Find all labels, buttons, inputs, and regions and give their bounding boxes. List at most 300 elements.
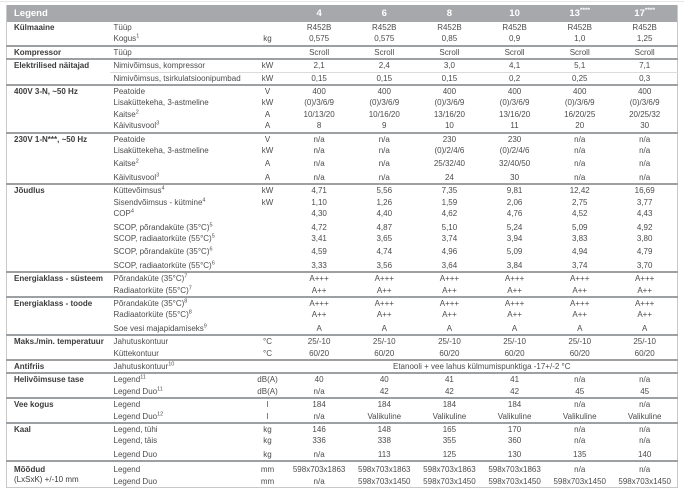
unit-cell: kW xyxy=(261,197,274,207)
value-cell: Scroll xyxy=(439,47,460,57)
unit-cell: V xyxy=(264,87,271,97)
value-cell: R452B xyxy=(632,23,657,32)
value-cell: 3,64 xyxy=(441,260,458,270)
unit-cell xyxy=(249,285,287,297)
group-label xyxy=(7,461,110,487)
value-cell: n/a xyxy=(639,172,651,182)
group-label xyxy=(7,22,110,46)
unit-cell: A xyxy=(264,109,271,119)
value-cell: 2,06 xyxy=(506,197,523,207)
value-cell: 40 xyxy=(379,375,389,385)
table-row xyxy=(7,423,678,435)
value-cell: (0)/3/6/9 xyxy=(629,98,660,108)
row-label: Kaitse$^2$ xyxy=(113,109,139,119)
table-section xyxy=(7,22,678,46)
value-cell: A++ xyxy=(376,310,392,320)
value-cell: 30 xyxy=(640,121,650,131)
value-cell: A++ xyxy=(572,310,588,320)
row-label: Jahutuskontuur$^{10}$ xyxy=(113,361,175,371)
value-cell: 25/32/40 xyxy=(433,159,465,169)
value-cell: 3,65 xyxy=(376,233,393,243)
value-cell: 140 xyxy=(637,449,652,459)
row-label: Küttevõimsus$^4$ xyxy=(113,185,165,196)
value-cell: 4,59 xyxy=(311,247,327,257)
value-cell: A++ xyxy=(442,310,457,320)
value-cell: 4,74 xyxy=(376,247,393,257)
value-cell: n/a xyxy=(639,425,651,434)
value-cell: 4,40 xyxy=(376,209,393,219)
group-label xyxy=(7,133,110,185)
value-cell: 9 xyxy=(382,121,387,131)
table-row xyxy=(7,22,678,33)
unit-cell: dB(A) xyxy=(257,375,278,385)
group-label-text: Helivõimsuse tase xyxy=(14,375,84,385)
value-cell: n/a xyxy=(313,476,325,486)
value-cell: 400 xyxy=(573,87,587,97)
value-cell: 3,0 xyxy=(417,59,482,72)
group-label xyxy=(7,85,110,133)
value-cell: A+++ xyxy=(309,298,329,308)
value-cell: 13/16/20 xyxy=(499,109,531,119)
table-section xyxy=(7,360,678,373)
group-label-text: Maks./min. temperatuur xyxy=(14,337,104,347)
unit-cell: mm xyxy=(260,465,275,475)
value-cell: 32/40/50 xyxy=(499,159,531,169)
value-cell: 24 xyxy=(444,172,454,182)
value-cell: 3,74 xyxy=(571,260,588,270)
value-cell: 30 xyxy=(510,172,520,182)
group-label-text: Energiaklass - süsteem xyxy=(14,274,103,284)
row-label: SCOP, radiaatorküte $(55^\circ C)^5$ xyxy=(113,233,215,243)
value-cell: 3,33 xyxy=(311,260,327,270)
column-header: 17**** xyxy=(612,5,677,22)
table-row xyxy=(7,373,678,385)
value-cell: 40 xyxy=(314,375,324,385)
group-label xyxy=(7,272,110,297)
value-cell: 400 xyxy=(312,87,326,97)
value-cell: A++ xyxy=(507,285,522,295)
unit-cell xyxy=(249,220,287,233)
value-cell: 2,1 xyxy=(287,59,352,72)
value-cell: 113 xyxy=(377,449,391,459)
unit-cell: kg xyxy=(263,34,272,44)
value-cell: n/a xyxy=(574,146,586,156)
page-top-divider xyxy=(0,1,684,2)
value-cell: n/a xyxy=(378,134,390,144)
row-label: Nimivõimsus, kompressor xyxy=(110,59,249,72)
value-cell: 0,575 xyxy=(309,34,330,44)
value-cell: Valikuline xyxy=(562,411,597,421)
row-label: Radiaatorküte $(55^\circ C)^7$ xyxy=(113,284,192,295)
row-label: Jahutuskontuur xyxy=(113,337,169,347)
value-cell: 4,71 xyxy=(311,186,327,196)
row-label: COP$^4$ xyxy=(113,208,134,219)
value-cell: 12,42 xyxy=(569,186,590,196)
row-label: Radiaatorküte $(55^\circ C)^8$ xyxy=(113,309,192,320)
value-cell: Scroll xyxy=(504,47,525,57)
value-cell: 0,575 xyxy=(374,34,395,44)
column-header: 8 xyxy=(417,5,482,22)
row-label: Soe vesi majapidamiseks$^9$ xyxy=(113,323,207,333)
value-cell: n/a xyxy=(313,134,325,144)
unit-cell: dB(A) xyxy=(257,386,278,396)
unit-cell: °C xyxy=(263,337,272,347)
unit-cell: A xyxy=(264,121,271,131)
table-row xyxy=(7,46,678,59)
row-label: Legend, tühi xyxy=(113,425,158,434)
value-cell: R452B xyxy=(372,23,397,32)
value-cell: 4,72 xyxy=(311,222,327,232)
row-label: Legend, täis xyxy=(113,436,158,446)
group-label-text: Kompressor xyxy=(14,47,62,57)
unit-cell xyxy=(249,360,287,373)
value-cell: 42 xyxy=(510,386,520,396)
value-cell: 4,30 xyxy=(311,209,327,219)
row-label: Sisendvõimsus - kütmine$^4$ xyxy=(113,197,206,207)
row-label: Käivitusvool$^3$ xyxy=(113,172,160,182)
value-cell: A+++ xyxy=(309,274,329,284)
unit-cell xyxy=(249,244,287,257)
value-cell: n/a xyxy=(313,172,325,182)
value-cell: A++ xyxy=(442,285,457,295)
value-cell: 184 xyxy=(312,400,326,410)
row-label: Küttekontuur xyxy=(113,348,159,358)
row-label: Põrandaküte $(35^\circ C)^7$ xyxy=(113,273,188,284)
value-cell: 4,76 xyxy=(506,209,523,219)
span-value-cell: Etanooli + vee lahus külmumispunktiga -17+/-2 °C xyxy=(393,361,571,371)
group-label xyxy=(7,184,110,272)
value-cell: 9,81 xyxy=(506,186,523,196)
value-cell: 5,24 xyxy=(506,222,523,232)
value-cell: 598x703x1450 xyxy=(488,476,541,486)
value-cell: 400 xyxy=(442,87,457,97)
table-row xyxy=(7,272,678,284)
value-cell: A xyxy=(446,323,453,333)
value-cell: 598x703x1450 xyxy=(618,476,671,486)
value-cell: 400 xyxy=(637,87,652,97)
value-cell: n/a xyxy=(313,449,325,459)
value-cell: A+++ xyxy=(634,298,655,308)
value-cell: 0,15 xyxy=(311,73,327,83)
value-cell: 7,35 xyxy=(441,186,458,196)
group-label xyxy=(7,59,110,85)
value-cell: A+++ xyxy=(504,298,525,308)
value-cell: Valikuline xyxy=(367,411,402,421)
value-cell: A+++ xyxy=(634,274,655,284)
column-header: 10 xyxy=(482,5,547,22)
group-label-subtext: (LxSxK) +/-10 mm xyxy=(14,474,79,484)
unit-cell: A xyxy=(264,159,271,169)
group-label xyxy=(7,373,110,398)
value-cell: n/a xyxy=(639,436,651,446)
row-label: Peatoide xyxy=(113,134,146,144)
unit-cell: kg xyxy=(263,449,272,459)
value-cell: 400 xyxy=(507,87,522,97)
value-cell: 1,0 xyxy=(574,34,586,44)
value-cell: 125 xyxy=(442,449,457,459)
unit-cell xyxy=(249,208,287,219)
value-cell: Scroll xyxy=(309,47,330,57)
table-section xyxy=(7,46,678,59)
unit-cell xyxy=(249,297,287,309)
value-cell: 3,56 xyxy=(376,260,393,270)
header-row xyxy=(7,5,678,22)
value-cell: n/a xyxy=(313,146,325,156)
table-row xyxy=(7,297,678,309)
row-label: Legend xyxy=(113,400,141,410)
value-cell: 3,83 xyxy=(571,233,588,243)
value-cell: 41 xyxy=(444,375,454,385)
value-cell: 5,09 xyxy=(506,247,523,257)
table-section xyxy=(7,373,678,398)
value-cell: 230 xyxy=(442,134,457,144)
group-label-text: Elektrilised näitajad xyxy=(14,61,90,71)
value-cell: 0,3 xyxy=(639,73,651,83)
value-cell: 3,80 xyxy=(636,233,653,243)
table-section xyxy=(7,133,678,185)
value-cell: A++ xyxy=(637,285,652,295)
value-cell: n/a xyxy=(639,134,651,144)
unit-cell: kW xyxy=(261,98,274,108)
value-cell: 360 xyxy=(507,436,522,446)
value-cell: 10/16/20 xyxy=(368,109,400,119)
row-label: Lisaküttekeha, 3-astmeline xyxy=(113,146,209,156)
value-cell: (0)/3/6/9 xyxy=(304,98,334,108)
row-label: Legend xyxy=(113,465,141,475)
value-cell: A+++ xyxy=(439,274,460,284)
value-cell: 60/20 xyxy=(634,348,655,358)
value-cell: 4,52 xyxy=(571,209,588,219)
table-row xyxy=(7,59,678,72)
value-cell: 4,43 xyxy=(636,209,653,219)
row-label: Põrandaküte $(35^\circ C)^8$ xyxy=(113,298,188,308)
value-cell: A++ xyxy=(376,285,392,295)
table-section xyxy=(7,398,678,423)
value-cell: n/a xyxy=(574,465,586,475)
group-label-text: Vee kogus xyxy=(14,400,54,410)
column-header: 13**** xyxy=(547,5,612,22)
value-cell: n/a xyxy=(574,159,586,169)
value-cell: 2,75 xyxy=(571,197,588,207)
table-row xyxy=(7,335,678,347)
value-cell: 184 xyxy=(377,400,391,410)
value-cell: 0,15 xyxy=(376,73,393,83)
row-label: SCOP, radiaatorküte $(55^\circ C)^6$ xyxy=(113,260,215,270)
value-cell: 148 xyxy=(377,425,391,434)
value-cell: n/a xyxy=(378,159,390,169)
value-cell: 1,59 xyxy=(441,197,458,207)
value-cell: 1,10 xyxy=(311,197,327,207)
value-cell: Scroll xyxy=(569,47,590,57)
spec-sheet xyxy=(6,5,678,488)
value-cell: 4,96 xyxy=(441,247,458,257)
unit-cell: kW xyxy=(249,59,287,72)
value-cell: n/a xyxy=(574,436,586,446)
value-cell: 355 xyxy=(442,436,457,446)
value-cell: 25/-10 xyxy=(633,337,656,347)
value-cell: 7,1 xyxy=(612,59,677,72)
value-cell: A+++ xyxy=(570,298,590,308)
value-cell: R452B xyxy=(502,23,527,32)
value-cell: 5,09 xyxy=(571,222,588,232)
value-cell: 45 xyxy=(575,386,585,396)
unit-cell: l xyxy=(266,400,269,410)
group-label-text: Antifriis xyxy=(14,361,45,371)
value-cell: 338 xyxy=(377,436,391,446)
value-cell: 3,77 xyxy=(636,197,653,207)
value-cell: A+++ xyxy=(374,274,394,284)
value-cell: R452B xyxy=(306,23,332,32)
group-label xyxy=(7,423,110,461)
row-label: SCOP, põrandaküte $(35^\circ C)^6$ xyxy=(113,246,213,257)
value-cell: 0,2 xyxy=(509,73,521,83)
table-row xyxy=(7,461,678,475)
unit-cell xyxy=(249,272,287,284)
value-cell: 0,15 xyxy=(441,73,458,83)
value-cell: A++ xyxy=(311,285,327,295)
table-header xyxy=(7,5,678,22)
value-cell: A+++ xyxy=(570,274,590,284)
value-cell: 3,94 xyxy=(506,233,523,243)
legend-header-label: Legend xyxy=(7,5,287,22)
value-cell: 60/20 xyxy=(439,348,460,358)
value-cell: 20 xyxy=(575,121,585,131)
row-label: Legend Duo$^{12}$ xyxy=(113,410,164,421)
column-header: 6 xyxy=(352,5,417,22)
value-cell: 230 xyxy=(507,134,522,144)
value-cell: R452B xyxy=(437,23,462,32)
value-cell: n/a xyxy=(639,375,651,385)
unit-cell xyxy=(249,22,287,33)
value-cell: 598x703x1863 xyxy=(358,465,411,475)
value-cell: 170 xyxy=(507,425,522,434)
table-section xyxy=(7,335,678,360)
table-row xyxy=(7,184,678,196)
value-cell: 4,87 xyxy=(376,222,393,232)
value-cell: 25/-10 xyxy=(372,337,396,347)
unit-cell: l xyxy=(266,411,269,421)
value-cell: 20/25/32 xyxy=(629,109,661,119)
value-cell: A++ xyxy=(637,310,652,320)
table-row xyxy=(7,398,678,410)
value-cell: 10 xyxy=(444,121,454,131)
value-cell: (0)/3/6/9 xyxy=(499,98,530,108)
table-section xyxy=(7,297,678,335)
unit-cell: kg xyxy=(263,436,272,446)
value-cell: 3,74 xyxy=(441,233,458,243)
value-cell: 25/-10 xyxy=(568,337,592,347)
value-cell: 4,94 xyxy=(571,247,588,257)
value-cell: 598x703x1450 xyxy=(358,476,411,486)
unit-cell xyxy=(249,258,287,272)
unit-cell: kg xyxy=(263,425,272,434)
table-section xyxy=(7,272,678,297)
unit-cell: mm xyxy=(260,476,275,486)
group-label xyxy=(7,335,110,360)
group-label xyxy=(7,46,110,59)
value-cell: (0)/3/6/9 xyxy=(564,98,595,108)
table-row xyxy=(7,85,678,97)
column-header: 4 xyxy=(287,5,352,22)
table-section xyxy=(7,461,678,487)
value-cell: 5,56 xyxy=(376,186,393,196)
value-cell: A xyxy=(316,323,322,333)
value-cell: 10/13/20 xyxy=(303,109,335,119)
value-cell: A++ xyxy=(311,310,327,320)
value-cell: 4,92 xyxy=(636,222,653,232)
value-cell: n/a xyxy=(574,375,586,385)
value-cell: n/a xyxy=(574,400,586,410)
value-cell: Scroll xyxy=(634,47,655,57)
value-cell: A+++ xyxy=(374,298,394,308)
value-cell: 5,1 xyxy=(547,59,612,72)
unit-cell: A xyxy=(264,172,271,182)
row-label: Kaitse$^2$ xyxy=(113,158,139,169)
unit-cell: V xyxy=(264,134,271,144)
row-label: Tüüp xyxy=(113,47,132,57)
unit-cell xyxy=(249,321,287,335)
value-cell: n/a xyxy=(639,146,651,156)
unit-cell: °C xyxy=(263,348,272,358)
value-cell: 184 xyxy=(507,400,522,410)
value-cell: 2,4 xyxy=(352,59,417,72)
value-cell: 3,41 xyxy=(311,233,327,243)
value-cell: 336 xyxy=(312,436,326,446)
value-cell: n/a xyxy=(639,465,651,475)
group-label-text: 230V 1-N***, ~50 Hz xyxy=(14,134,88,144)
group-label-text: Külmaaine xyxy=(14,23,55,32)
unit-cell xyxy=(249,46,287,59)
row-label: Lisaküttekeha, 3-astmeline xyxy=(113,98,209,108)
value-cell: n/a xyxy=(574,134,586,144)
row-label: Käivitusvool$^3$ xyxy=(113,120,160,131)
value-cell: 11 xyxy=(510,121,519,131)
spec-table xyxy=(6,5,678,488)
value-cell: Valikuline xyxy=(627,411,662,421)
value-cell: n/a xyxy=(378,146,390,156)
group-label-text: 400V 3-N, ~50 Hz xyxy=(14,87,78,97)
value-cell: R452B xyxy=(567,23,592,32)
value-cell: 0,25 xyxy=(571,73,588,83)
value-cell: (0)/3/6/9 xyxy=(434,98,465,108)
value-cell: 60/20 xyxy=(374,348,395,358)
value-cell: 42 xyxy=(444,386,454,396)
unit-cell xyxy=(249,309,287,320)
value-cell: 165 xyxy=(442,425,457,434)
row-label: Legend$^{11}$ xyxy=(113,374,146,385)
value-cell: 25/-10 xyxy=(503,337,526,347)
value-cell: 60/20 xyxy=(569,348,590,358)
value-cell: n/a xyxy=(313,159,325,169)
table-section xyxy=(7,85,678,133)
group-label xyxy=(7,398,110,423)
value-cell: A+++ xyxy=(504,274,525,284)
value-cell: 146 xyxy=(312,425,326,434)
value-cell: 184 xyxy=(442,400,457,410)
value-cell: 3,70 xyxy=(636,260,653,270)
value-cell: 4,62 xyxy=(441,209,458,219)
value-cell: 13/16/20 xyxy=(433,109,465,119)
unit-cell xyxy=(249,233,287,244)
value-cell: n/a xyxy=(574,172,586,182)
unit-cell: kW xyxy=(261,146,274,156)
value-cell: 5,10 xyxy=(441,222,458,232)
table-row xyxy=(7,360,678,373)
row-label: Tüüp xyxy=(113,23,132,32)
value-cell: Valikuline xyxy=(497,411,532,421)
value-cell: A xyxy=(641,323,648,333)
unit-cell: kW xyxy=(261,73,274,83)
